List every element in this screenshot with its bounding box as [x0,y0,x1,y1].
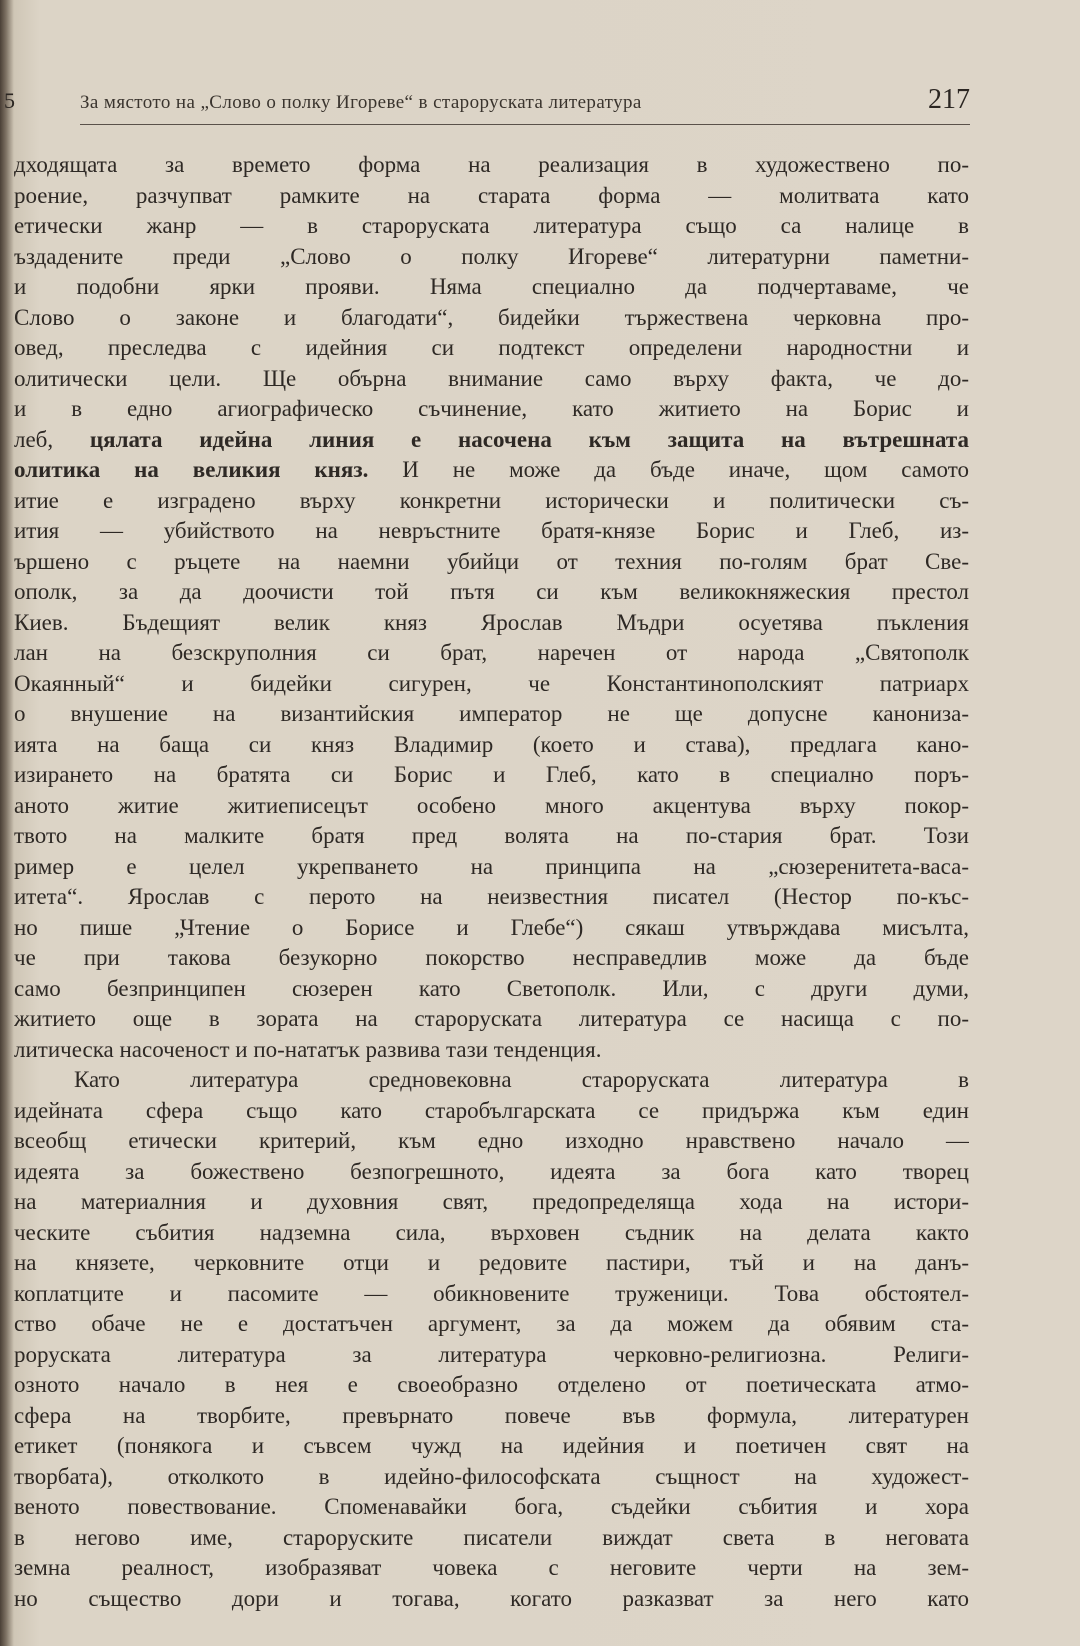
text-line: веното повествование. Споменавайки бога, съдейки събития и хора [14,1494,969,1519]
text-line: в негово име, староруските писатели виждат света в неговата [14,1524,969,1550]
text-line: и в едно агиографическо съчинение, като житието на Борис и [14,396,969,421]
text-line: само безпринципен сюзерен като Светополк. Или, с други думи, [14,975,969,1001]
text-line: ития — убийството на невръстните братя-князе Борис и Глеб, из- [14,518,969,543]
text-line: озното начало в нея е своеобразно отделено от поетическата атмо- [14,1372,969,1397]
text-line: етикет (понякога и съвсем чужд на идейния и поетичен свят на [14,1433,969,1458]
text-line: но същество дори и тогава, когато разказват за него като [14,1585,969,1611]
text-line: че при такова безукорно покорство несправедлив може да бъде [14,945,969,970]
text-line: ример е целел укрепването на принципа на „сюзеренитета-васа- [14,853,969,879]
text-segment: леб, [14,426,54,452]
text-line: роение, разчупват рамките на старата форма — молитвата като [14,182,969,208]
text-line: аното житие житиеписецът особено много акцентува върху покор- [14,792,969,818]
text-line: творбата), отколкото в идейно-философската същност на художест- [14,1463,969,1489]
text-line: ство обаче не е достатъчен аргумент, за да можем да обявим ста- [14,1311,969,1336]
text-line: на материалния и духовния свят, предопределяща хода на истори- [14,1189,969,1214]
running-title: За мястото на „Слово о полку Игореве“ в староруската литература [80,92,642,113]
text-line: но пише „Чтение о Борисе и Глебе“) сякаш утвърждава мисълта, [14,914,969,940]
body-text [14,150,969,1614]
text-line: идеята за божествено безпогрешното, идеята за бога като творец [14,1158,969,1184]
text-line: житието още в зората на староруската литература се насища с по- [14,1006,969,1031]
text-line: всеобщ етически критерий, към едно изходно нравствено начало — [14,1128,969,1153]
text-line: итие е изградено върху конкретни исторически и политически съ- [14,487,969,513]
text-line: на князете, черковните отци и редовите пастири, тъй и на данъ- [14,1250,969,1275]
text-line: лан на безскруполния си брат, наречен от народа „Святополк [14,640,969,665]
text-line [14,425,969,456]
text-line: ческите събития надземна сила, върховен съдник на делата както [14,1219,969,1245]
text-line: Като литература средновековна староруската литература в [74,1067,969,1092]
text-line: дходящата за времето форма на реализация в художествено по- [14,152,969,177]
text-line: овед, преследва с идейния си подтекст определени народностни и [14,335,969,360]
text-line: етически жанр — в староруската литература също са налице в [14,213,969,238]
bold-segment: цялата идейна линия е насочена към защита на вътрешната [53,426,969,452]
text-line: роруската литература за литература черковно-религиозна. Религи- [14,1341,969,1367]
text-line [14,455,969,486]
text-line: изирането на братята си Борис и Глеб, като в специално поръ- [14,762,969,787]
margin-number: 5 [4,88,15,113]
text-line: ъздадените преди „Слово о полку Игореве“ литературни паметни- [14,243,969,269]
running-header [80,84,970,125]
text-line: о внушение на византийския император не ще допусне канониза- [14,701,969,726]
text-line: Киев. Бъдещият велик княз Ярослав Мъдри осуетява пъкления [14,609,969,635]
text-line: и подобни ярки прояви. Няма специално да подчертаваме, че [14,274,969,299]
text-line: твото на малките братя пред волята на по-стария брат. Този [14,823,969,848]
text-line: ършено с ръцете на наемни убийци от техния по-голям брат Све- [14,548,969,574]
bold-segment: олитика на великия княз. [14,457,369,482]
text-line: сфера на творбите, превърнато повече във формула, литературен [14,1402,969,1428]
text-line: идейната сфера също като старобългарската се придържа към един [14,1097,969,1123]
text-line: олитически цели. Ще обърна внимание само върху факта, че до- [14,365,969,391]
text-line: литическа насоченост и по-нататък развива тази тенденция. [14,1036,602,1062]
text-line: Окаянный“ и бидейки сигурен, че Константинополският патриарх [14,670,969,696]
text-line: коплатците и пасомите — обикновените труженици. Това обстоятел- [14,1280,969,1306]
text-segment: И не може да бъде иначе, щом самото [368,457,969,482]
text-line: ията на баща си княз Владимир (което и става), предлага кано- [14,731,969,757]
text-line: земна реалност, изобразяват човека с неговите черти на зем- [14,1555,969,1580]
text-line: ополк, за да доочисти той пътя си към великокняжеския престол [14,579,969,604]
text-line: Слово о законе и благодати“, бидейки тържествена черковна про- [14,304,969,330]
text-line: итета“. Ярослав с перото на неизвестния писател (Нестор по-къс- [14,884,969,909]
page-number: 217 [928,84,970,115]
